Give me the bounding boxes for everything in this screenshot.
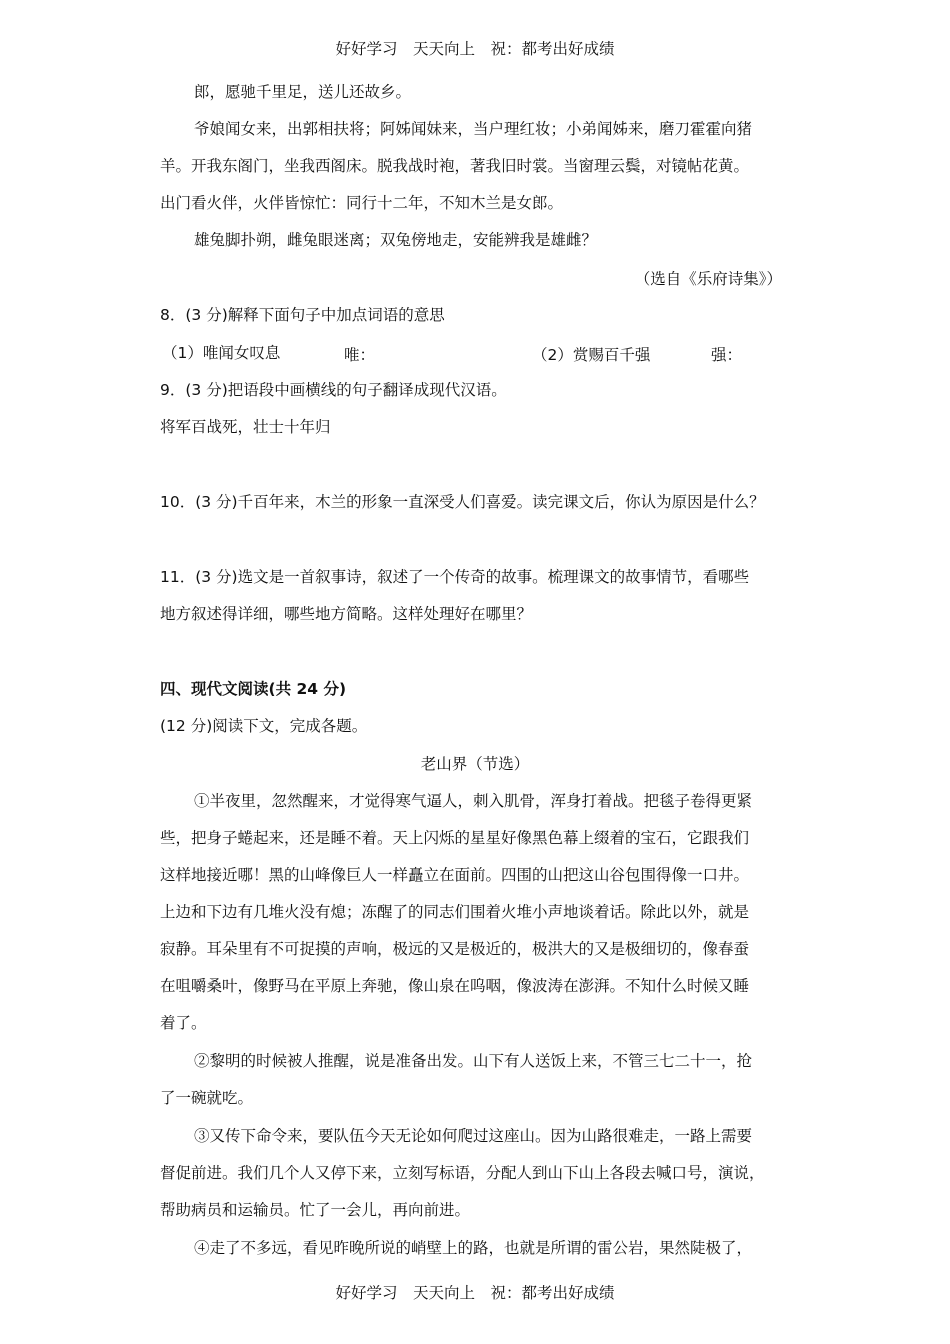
passage-line: 帮助病员和运输员。忙了一会儿，再向前进。 [160,1201,471,1219]
passage-line: 了一碗就吃。 [160,1089,254,1107]
passage-line: 些，把身子蜷起来，还是睡不着。天上闪烁的星星好像黑色幕上缀着的宝石，它跟我们 [160,829,750,847]
section-heading: 四、现代文阅读(共 24 分) [160,680,347,698]
passage-line: 这样地接近哪！黑的山峰像巨人一样矗立在面前。四围的山把这山谷包围得像一口井。 [160,866,750,884]
passage-line: 在咀嚼桑叶，像野马在平原上奔驰，像山泉在呜咽，像波涛在澎湃。不知什么时候又睡 [160,977,750,995]
q8-answer1-label: 唯： [344,346,376,364]
poem-line-1: 郎，愿驰千里足，送儿还故乡。 [194,83,412,101]
passage-line: ③又传下命令来，要队伍今天无论如何爬过这座山。因为山路很难走，一路上需要 [194,1127,753,1145]
poem-line-5: 雄兔脚扑朔，雌兔眼迷离；双兔傍地走，安能辨我是雄雌？ [194,231,598,249]
poem-line-3: 羊。开我东阁门，坐我西阁床。脱我战时袍，著我旧时裳。当窗理云鬓，对镜帖花黄。 [160,157,750,175]
passage-line: ④走了不多远，看见昨晚所说的峭壁上的路，也就是所谓的雷公岩，果然陡极了， [194,1239,753,1257]
poem-source: （选自《乐府诗集》） [634,270,782,288]
q8-item1: （1）唯闻女叹息 [162,344,281,362]
section-instruction: (12 分)阅读下文，完成各题。 [160,717,368,735]
q11-line-2: 地方叙述得详细，哪些地方简略。这样处理好在哪里？ [160,605,533,623]
page-header: 好好学习 天天向上 祝：都考出好成绩 [335,40,615,58]
passage-title: 老山界（节选） [420,755,530,773]
q8-item2: （2）赏赐百千强 [532,346,651,364]
poem-line-4: 出门看火伴，火伴皆惊忙：同行十二年，不知木兰是女郎。 [160,194,564,212]
page-footer: 好好学习 天天向上 祝：都考出好成绩 [335,1284,615,1302]
poem-line-2: 爷娘闻女来，出郭相扶将；阿姊闻妹来，当户理红妆；小弟闻姊来，磨刀霍霍向猪 [194,120,753,138]
passage-line: 着了。 [160,1014,207,1032]
passage-line: 寂静。耳朵里有不可捉摸的声响，极远的又是极近的，极洪大的又是极细切的，像春蚕 [160,940,750,958]
q10-stem: 10．(3 分)千百年来，木兰的形象一直深受人们喜爱。读完课文后，你认为原因是什么？ [160,493,765,511]
passage-line: ②黎明的时候被人推醒，说是准备出发。山下有人送饭上来，不管三七二十一，抢 [194,1052,753,1070]
q8-answer2-label: 强： [711,346,743,364]
passage-line: 督促前进。我们几个人又停下来，立刻写标语，分配人到山下山上各段去喊口号，演说， [160,1164,765,1182]
passage-line: 上边和下边有几堆火没有熄；冻醒了的同志们围着火堆小声地谈着话。除此以外，就是 [160,903,750,921]
q9-stem: 9．(3 分)把语段中画横线的句子翻译成现代汉语。 [160,381,507,399]
q9-sentence: 将军百战死，壮士十年归 [160,418,331,436]
passage-line: ①半夜里，忽然醒来，才觉得寒气逼人，刺入肌骨，浑身打着战。把毯子卷得更紧 [194,792,753,810]
q11-line-1: 11．(3 分)选文是一首叙事诗，叙述了一个传奇的故事。梳理课文的故事情节，看哪些 [160,568,750,586]
q8-stem: 8．(3 分)解释下面句子中加点词语的意思 [160,306,445,324]
